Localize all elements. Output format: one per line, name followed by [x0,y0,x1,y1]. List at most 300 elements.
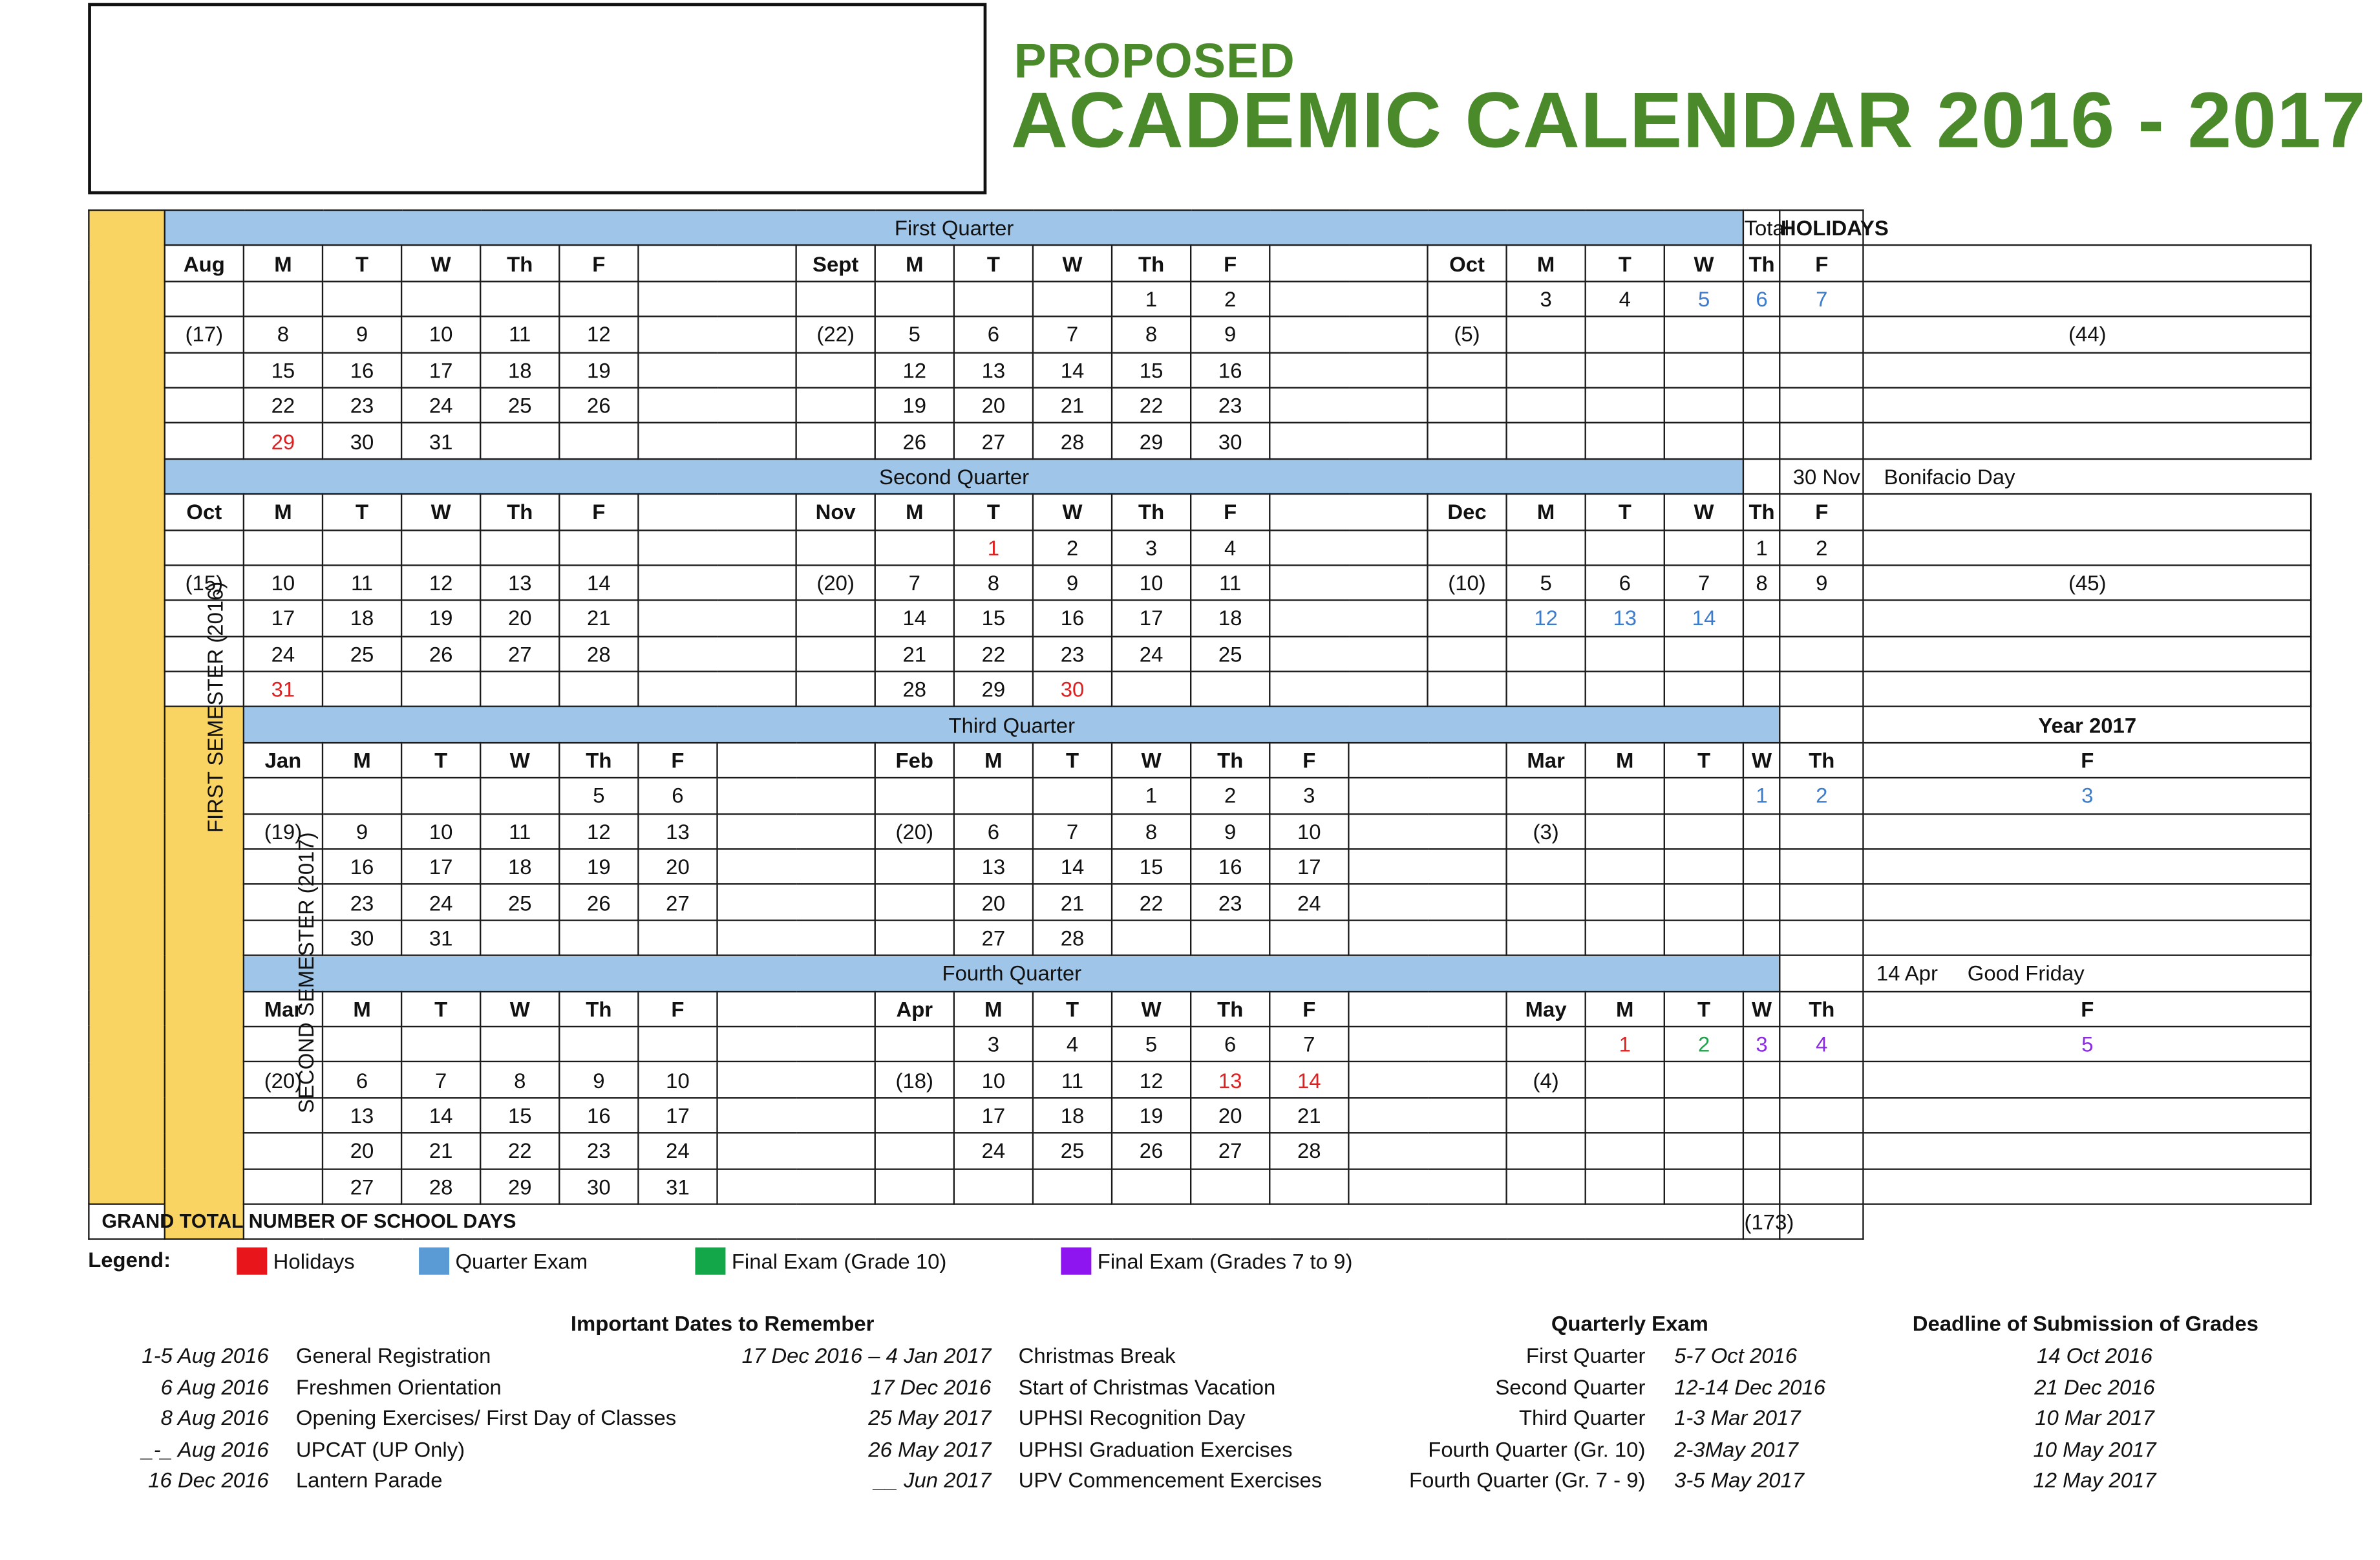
day-cell [1033,1169,1112,1204]
day-header: T [1586,494,1664,529]
day-header: W [1743,743,1780,778]
day-cell [875,529,954,565]
exam-quarter: First Quarter [1525,1343,1646,1367]
day-cell: 5 [1507,565,1586,601]
day-header: W [1664,246,1744,281]
important-date: 1-5 Aug 2016 [142,1343,269,1367]
day-cell [480,672,559,707]
month-gap [1270,601,1427,636]
month-name: Oct [1427,246,1506,281]
day-header: W [480,991,559,1027]
day-cell [1586,317,1664,352]
total-blank [1864,246,2311,281]
month-gap [638,423,796,459]
day-cell: 14 [1270,1062,1348,1098]
day-cell: 7 [401,1062,480,1098]
day-cell: 1 [1743,529,1780,565]
day-cell [1743,601,1780,636]
day-cell [1586,1169,1664,1204]
day-header: T [954,494,1033,529]
total-blank [1780,956,1864,991]
day-cell: 5 [1864,1027,2311,1062]
day-cell: 20 [480,601,559,636]
day-cell: 26 [875,423,954,459]
day-cell [323,281,401,317]
day-cell [1586,1062,1664,1098]
month-day-count: (3) [1507,813,1586,849]
total-blank [1864,281,2311,317]
day-header: W [480,743,559,778]
day-cell: 21 [401,1133,480,1169]
important-date: 17 Dec 2016 – 4 Jan 2017 [741,1343,992,1367]
day-cell [480,920,559,956]
quarter-bar: First Quarter [165,210,1744,246]
day-cell: 28 [559,636,638,672]
total-blank [1864,601,2311,636]
day-cell [1780,849,1864,884]
month-label-blank [1427,636,1506,672]
day-cell: 19 [401,601,480,636]
day-cell: 29 [480,1169,559,1204]
day-cell: 23 [1191,388,1270,423]
day-cell [401,281,480,317]
grand-total-label: GRAND TOTAL NUMBER OF SCHOOL DAYS [89,1204,1743,1239]
day-cell [1743,849,1780,884]
day-cell: 5 [875,317,954,352]
day-cell [1586,920,1664,956]
day-cell [559,281,638,317]
day-cell: 30 [1033,672,1112,707]
day-cell: 31 [244,672,323,707]
day-cell: 3 [1864,778,2311,814]
grades-deadline-date: 10 May 2017 [2033,1437,2156,1461]
month-label-blank [875,920,954,956]
month-gap [717,813,875,849]
month-gap [638,601,796,636]
day-header: F [1864,743,2311,778]
day-cell [638,1027,717,1062]
day-cell: 27 [480,636,559,672]
day-cell: 6 [323,1062,401,1098]
day-cell: 6 [1743,281,1780,317]
day-cell [480,529,559,565]
legend-holidays: Holidays [273,1248,355,1274]
day-cell [1864,813,2311,849]
day-cell: 15 [1112,352,1191,388]
day-cell: 23 [323,884,401,920]
month-gap [638,246,796,281]
day-cell [1743,813,1780,849]
day-cell: 1 [954,529,1033,565]
day-cell [1033,281,1112,317]
important-event: Freshmen Orientation [295,1374,502,1399]
day-cell [401,529,480,565]
day-cell [1507,529,1586,565]
day-cell: 8 [480,1062,559,1098]
day-cell: 12 [1507,601,1586,636]
day-cell: 10 [244,565,323,601]
day-cell [480,1027,559,1062]
day-header: W [1033,246,1112,281]
day-cell: 22 [1112,388,1191,423]
day-cell: 26 [559,388,638,423]
day-cell [1664,849,1744,884]
day-cell [244,529,323,565]
month-label-blank [1507,1027,1586,1062]
exam-quarter: Fourth Quarter (Gr. 7 - 9) [1409,1468,1646,1493]
day-cell: 14 [401,1098,480,1133]
day-cell: 9 [323,317,401,352]
day-cell: 19 [559,352,638,388]
day-cell: 13 [1586,601,1664,636]
month-label-blank [1427,672,1506,707]
day-cell: 7 [875,565,954,601]
day-header: F [1864,991,2311,1027]
grades-deadline-title: Deadline of Submission of Grades [1912,1311,2258,1336]
month-day-count: (20) [796,565,875,601]
day-cell [1664,1133,1744,1169]
day-cell [1112,672,1191,707]
month-gap [1348,1062,1506,1098]
day-cell: 30 [323,920,401,956]
day-header: M [954,743,1033,778]
day-cell [1780,1133,1864,1169]
day-cell: 27 [954,920,1033,956]
day-cell: 6 [954,317,1033,352]
day-cell: 19 [559,849,638,884]
day-header: Th [1112,246,1191,281]
day-cell: 8 [1112,317,1191,352]
day-cell: 9 [1033,565,1112,601]
day-header: M [875,494,954,529]
day-cell [1191,672,1270,707]
month-label-blank [165,281,244,317]
day-header: W [1112,991,1191,1027]
legend-swatch-final-grade10 [695,1247,725,1274]
important-event: UPHSI Recognition Day [1018,1405,1246,1430]
month-label-blank [1507,1098,1586,1133]
day-cell [1664,423,1744,459]
month-label-blank [165,529,244,565]
month-label-blank [796,529,875,565]
day-cell: 15 [480,1098,559,1133]
important-event: UPHSI Graduation Exercises [1018,1437,1293,1461]
month-label-blank [165,352,244,388]
day-cell: 15 [1112,849,1191,884]
month-gap [1270,529,1427,565]
month-gap [717,778,875,814]
day-cell: 30 [323,423,401,459]
day-header: M [1507,494,1586,529]
legend-label: Legend: [88,1247,171,1272]
day-cell: 21 [1033,884,1112,920]
day-cell: 25 [323,636,401,672]
day-header: W [1112,743,1191,778]
month-name: Dec [1427,494,1506,529]
month-gap [717,743,875,778]
day-cell: 24 [638,1133,717,1169]
day-cell: 24 [401,388,480,423]
day-cell [1780,672,1864,707]
quarter-total: (45) [1864,565,2311,601]
month-name: Sept [796,246,875,281]
day-cell: 18 [323,601,401,636]
day-cell [1743,920,1780,956]
day-header: F [638,991,717,1027]
day-cell [1743,672,1780,707]
day-cell [401,1027,480,1062]
day-cell: 26 [559,884,638,920]
day-cell [1664,813,1744,849]
day-cell [1864,849,2311,884]
day-cell: 6 [1191,1027,1270,1062]
month-label-blank [796,601,875,636]
month-day-count: (18) [875,1062,954,1098]
day-cell [323,778,401,814]
day-cell [1780,813,1864,849]
day-cell [1864,920,2311,956]
day-cell: 19 [875,388,954,423]
day-cell: 16 [1191,352,1270,388]
day-cell [1112,920,1191,956]
day-header: M [875,246,954,281]
day-header: Th [1112,494,1191,529]
day-cell: 22 [244,388,323,423]
month-gap [638,388,796,423]
day-cell: 16 [323,352,401,388]
day-cell [1664,352,1744,388]
grand-total-value: (173) [1743,1204,1780,1239]
day-cell: 9 [559,1062,638,1098]
day-header: T [954,246,1033,281]
legend-swatch-holidays [237,1247,267,1274]
day-cell: 23 [1191,884,1270,920]
month-label-blank [1427,281,1506,317]
day-cell [954,1169,1033,1204]
month-gap [1270,352,1427,388]
month-gap [638,529,796,565]
day-header: Th [1191,991,1270,1027]
important-date: 26 May 2017 [868,1437,992,1461]
day-cell [1586,1098,1664,1133]
holiday-date: 14 Apr [1876,961,1938,986]
day-cell: 10 [954,1062,1033,1098]
month-gap [717,849,875,884]
day-cell: 12 [559,813,638,849]
page-title: ACADEMIC CALENDAR 2016 - 2017 [1010,77,2366,166]
day-cell [323,1027,401,1062]
day-cell [1864,1098,2311,1133]
month-name: Mar [1507,743,1586,778]
day-cell [1664,1169,1744,1204]
month-gap [1348,849,1506,884]
day-cell: 30 [1191,423,1270,459]
day-cell [1507,352,1586,388]
month-day-count: (19) [244,813,323,849]
day-cell [1780,601,1864,636]
quarter-total: (44) [1864,317,2311,352]
day-cell: 20 [1191,1098,1270,1133]
day-cell: 15 [954,601,1033,636]
day-cell: 29 [1112,423,1191,459]
exam-date: 5-7 Oct 2016 [1674,1343,1798,1367]
total-blank [1864,423,2311,459]
month-label-blank [875,1169,954,1204]
day-cell: 20 [638,849,717,884]
day-cell [1780,1062,1864,1098]
exam-quarter: Second Quarter [1495,1374,1646,1399]
day-cell [1586,813,1664,849]
month-name: Aug [165,246,244,281]
day-cell: 16 [1033,601,1112,636]
day-cell: 28 [1033,423,1112,459]
day-header: F [559,246,638,281]
day-cell [1586,636,1664,672]
day-cell: 15 [244,352,323,388]
day-cell [244,281,323,317]
month-gap [717,991,875,1027]
day-cell: 1 [1586,1027,1664,1062]
day-cell [954,778,1033,814]
month-day-count: (5) [1427,317,1506,352]
day-cell [1586,849,1664,884]
month-gap [638,494,796,529]
month-day-count: (10) [1427,565,1506,601]
day-cell [1586,778,1664,814]
day-cell [323,529,401,565]
day-cell: 4 [1586,281,1664,317]
day-cell [1780,884,1864,920]
day-cell: 7 [1270,1027,1348,1062]
month-gap [717,884,875,920]
day-cell: 10 [1270,813,1348,849]
month-label-blank [1427,529,1506,565]
day-cell: 27 [323,1169,401,1204]
day-cell: 31 [638,1169,717,1204]
day-cell [1270,920,1348,956]
day-cell: 25 [480,884,559,920]
month-label-blank [875,1098,954,1133]
month-label-blank [796,281,875,317]
month-label-blank [875,849,954,884]
day-cell: 28 [1270,1133,1348,1169]
day-cell: 11 [1191,565,1270,601]
month-gap [1348,884,1506,920]
day-cell: 12 [1112,1062,1191,1098]
month-label-blank [1427,601,1506,636]
day-cell: 17 [401,352,480,388]
day-cell: 10 [1112,565,1191,601]
day-header: T [1586,246,1664,281]
month-gap [1270,494,1427,529]
quarter-bar: Third Quarter [244,707,1780,743]
exam-date: 3-5 May 2017 [1674,1468,1805,1493]
day-cell: 29 [244,423,323,459]
day-header: M [323,991,401,1027]
month-gap [638,352,796,388]
day-header: Th [480,246,559,281]
day-cell [1743,1133,1780,1169]
month-label-blank [875,1133,954,1169]
month-gap [638,281,796,317]
month-label-blank [244,1133,323,1169]
day-cell: 7 [1033,317,1112,352]
grades-deadline-date: 14 Oct 2016 [2036,1343,2153,1367]
month-day-count: (4) [1507,1062,1586,1098]
month-name: Feb [875,743,954,778]
day-cell [1664,1098,1744,1133]
month-gap [1270,246,1427,281]
day-cell: 1 [1743,778,1780,814]
month-label-blank [875,1027,954,1062]
day-cell [1743,1098,1780,1133]
important-event: Lantern Parade [295,1468,443,1493]
day-header: M [323,743,401,778]
day-cell [1112,1169,1191,1204]
day-cell [1270,1169,1348,1204]
exam-date: 1-3 Mar 2017 [1674,1405,1801,1430]
day-cell [1033,778,1112,814]
day-cell [1586,672,1664,707]
day-cell [1664,529,1744,565]
day-header: Th [1743,494,1780,529]
day-header: W [1743,991,1780,1027]
day-cell [480,778,559,814]
day-cell [1743,352,1780,388]
day-cell [323,672,401,707]
grades-deadline-date: 12 May 2017 [2033,1468,2156,1493]
important-event: UPCAT (UP Only) [295,1437,465,1461]
day-cell: 16 [323,849,401,884]
day-cell: 24 [1270,884,1348,920]
day-cell [1780,920,1864,956]
month-gap [638,672,796,707]
day-cell: 1 [1112,281,1191,317]
day-cell: 9 [323,813,401,849]
important-date: 6 Aug 2016 [160,1374,269,1399]
day-cell: 20 [954,884,1033,920]
day-cell: 10 [401,813,480,849]
day-cell [480,281,559,317]
day-header: F [1191,494,1270,529]
month-name: Oct [165,494,244,529]
day-cell: 27 [954,423,1033,459]
day-header: T [323,494,401,529]
day-header: M [1507,246,1586,281]
month-label-blank [165,423,244,459]
day-cell: 9 [1780,565,1864,601]
month-gap [717,1062,875,1098]
month-label-blank [1507,849,1586,884]
total-header: Total [1743,210,1780,246]
day-header: F [559,494,638,529]
day-cell: 22 [954,636,1033,672]
day-cell: 6 [954,813,1033,849]
month-label-blank [796,672,875,707]
month-gap [638,565,796,601]
day-cell [1191,1169,1270,1204]
day-cell [1743,1169,1780,1204]
day-header: M [954,991,1033,1027]
day-cell: 17 [1270,849,1348,884]
day-header: F [638,743,717,778]
day-cell [1780,423,1864,459]
total-blank [1864,494,2311,529]
month-label-blank [796,423,875,459]
month-gap [1270,423,1427,459]
day-cell: 22 [480,1133,559,1169]
day-cell: 17 [401,849,480,884]
